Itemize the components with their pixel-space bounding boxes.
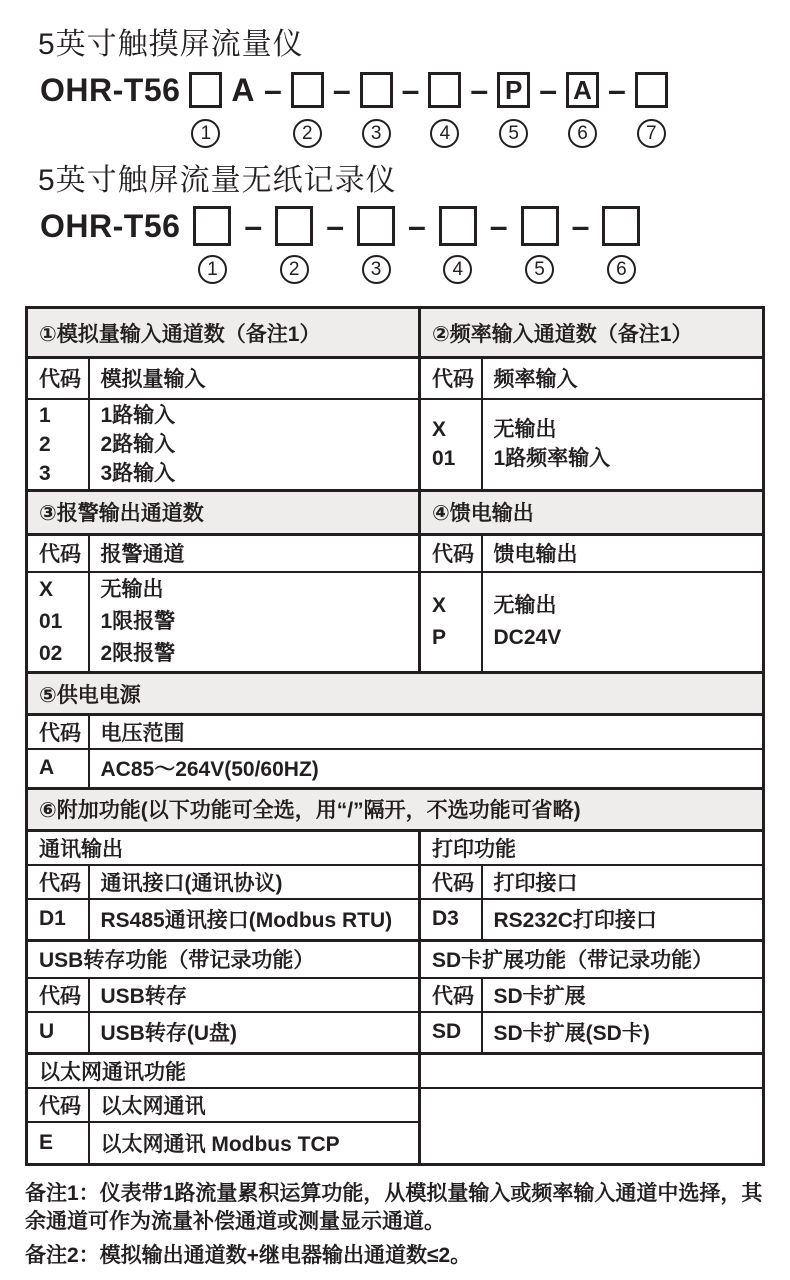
subsection-comm-header: 通讯输出 [27, 830, 420, 865]
subsection-ethernet-header: 以太网通讯功能 [27, 1054, 420, 1089]
data-row [27, 899, 764, 941]
dash-separator: – [332, 71, 351, 108]
code-label-cell: 代码 [27, 715, 89, 750]
code-box-2 [291, 72, 324, 108]
dash-separator: – [571, 207, 590, 244]
section-1-header: ①模拟量输入通道数（备注1） [27, 308, 420, 358]
section-3-header: ③报警输出通道数 [27, 490, 420, 534]
code-label-cell: 代码 [420, 358, 482, 399]
desc-label-cell: SD卡扩展 [482, 978, 764, 1012]
position-number-2 [280, 255, 309, 284]
position-number-5 [499, 119, 528, 148]
section-header-row [27, 490, 764, 534]
dash-separator: – [326, 207, 344, 244]
code-value: X [39, 578, 54, 601]
column-label-row [27, 1088, 764, 1122]
desc-value: 1限报警 [100, 610, 176, 633]
position-number-text: 1 [207, 258, 218, 280]
code-box-6 [602, 206, 640, 246]
model-segment [40, 204, 180, 248]
code-box-4 [439, 206, 477, 246]
code-value: 02 [39, 642, 63, 665]
desc-label-cell: 以太网通讯 [89, 1088, 420, 1122]
desc-value: 2路输入 [100, 432, 176, 456]
model-segment [40, 68, 180, 112]
dash-separator: – [489, 207, 508, 244]
code-box-5: P [497, 72, 530, 108]
dash-separator: – [401, 71, 420, 108]
section-5-header: ⑤供电电源 [27, 673, 764, 715]
code-value: 3 [39, 461, 51, 485]
section-header-row [27, 673, 764, 715]
desc-label-cell: 频率输入 [482, 358, 764, 399]
code-value: 01 [39, 610, 63, 633]
code-value: 1 [39, 403, 51, 427]
position-number-text: 4 [439, 122, 451, 144]
position-number-4 [430, 119, 459, 148]
note-2: 备注2：模拟输出通道数+继电器输出通道数≤2。 [25, 1243, 472, 1267]
model-segment [333, 68, 351, 112]
position-number-text: 7 [646, 122, 657, 144]
code-label-cell: 代码 [420, 865, 482, 899]
model-segment [602, 204, 640, 284]
code-cell: U [27, 1012, 89, 1054]
desc-cell: AC85～264V(50/60HZ) [89, 749, 764, 788]
model-segment [231, 68, 255, 112]
code-cell: SD [420, 1012, 482, 1054]
code-cell [420, 399, 482, 491]
model-code-recorder [40, 204, 790, 284]
code-box-6: A [566, 72, 599, 108]
model-letter: A [231, 71, 256, 108]
subsection-header-row [27, 941, 764, 978]
dash-separator: – [244, 207, 263, 244]
code-label-cell: 代码 [27, 978, 89, 1012]
subsection-header-row [27, 1054, 764, 1089]
dash-separator: – [608, 71, 626, 108]
model-segment [635, 68, 668, 148]
code-value: 01 [432, 447, 456, 470]
code-label-cell: 代码 [420, 978, 482, 1012]
code-cell [27, 399, 89, 491]
data-row [27, 399, 764, 491]
position-number-3 [362, 255, 391, 284]
dash-separator: – [264, 71, 282, 108]
code-cell: A [27, 749, 89, 788]
position-number-text: 6 [616, 258, 627, 280]
position-number-text: 3 [370, 122, 382, 144]
code-label-cell: 代码 [27, 534, 89, 572]
column-label-row [27, 715, 764, 750]
desc-cell [89, 572, 420, 673]
desc-cell [89, 399, 420, 491]
desc-cell: 以太网通讯 Modbus TCP [89, 1122, 420, 1164]
desc-value: 1路频率输入 [493, 447, 611, 470]
code-cell [420, 572, 482, 673]
desc-value: 1路输入 [100, 403, 176, 427]
position-number-text: 2 [302, 122, 313, 144]
position-number-3 [362, 119, 391, 148]
model-segment [428, 68, 461, 148]
model-segment [439, 204, 477, 284]
column-label-row [27, 865, 764, 899]
code-box-3 [357, 206, 395, 246]
position-number-text: 1 [200, 122, 212, 144]
desc-value: DC24V [493, 626, 562, 649]
position-number-text: 5 [508, 122, 519, 144]
position-number-text: 6 [577, 122, 588, 144]
code-label-cell: 代码 [27, 358, 89, 399]
position-number-6 [607, 255, 636, 284]
model-segment [357, 204, 395, 284]
model-segment [275, 204, 313, 284]
code-value: X [432, 594, 447, 617]
position-number-1 [198, 255, 227, 284]
desc-label-cell: USB转存 [89, 978, 420, 1012]
section-6-header: ⑥附加功能(以下功能可全选，用“/”隔开，不选功能可省略) [27, 788, 764, 830]
position-number-text: 3 [370, 258, 382, 280]
model-code-flow-meter [40, 68, 790, 148]
desc-cell [482, 572, 764, 673]
code-value: P [432, 626, 447, 649]
desc-label-cell: 电压范围 [89, 715, 764, 750]
section-2-header: ②频率输入通道数（备注1） [420, 308, 764, 358]
position-number-text: 4 [452, 258, 464, 280]
desc-label-cell: 模拟量输入 [89, 358, 420, 399]
desc-cell: RS232C打印接口 [482, 899, 764, 941]
column-label-row [27, 358, 764, 399]
code-cell: D3 [420, 899, 482, 941]
model-segment [566, 68, 599, 148]
section-header-row [27, 308, 764, 358]
code-label-cell: 代码 [27, 865, 89, 899]
model-segment [193, 204, 231, 284]
desc-value: 无输出 [100, 578, 164, 601]
desc-value: 3路输入 [100, 461, 176, 485]
code-box-1 [193, 206, 231, 246]
position-number-5 [525, 255, 554, 284]
desc-label-cell: 报警通道 [89, 534, 420, 572]
subsection-header-row [27, 830, 764, 865]
subsection-print-header: 打印功能 [420, 830, 764, 865]
empty-cell [420, 1054, 764, 1089]
code-box-2 [275, 206, 313, 246]
model-segment [326, 204, 344, 248]
code-box-5 [521, 206, 559, 246]
product-title-recorder: 5英寸触屏流量无纸记录仪 [38, 164, 397, 197]
model-segment [244, 204, 262, 248]
position-number-text: 2 [288, 258, 300, 280]
desc-label-cell: 馈电输出 [482, 534, 764, 572]
code-label-cell: 代码 [27, 1088, 89, 1122]
position-number-2 [293, 119, 322, 148]
desc-cell: SD卡扩展(SD卡) [482, 1012, 764, 1054]
code-box-4 [428, 72, 461, 108]
dash-separator: – [470, 71, 489, 108]
desc-value: 无输出 [493, 418, 557, 441]
data-row [27, 572, 764, 673]
subsection-sd-header: SD卡扩展功能（带记录功能） [420, 941, 764, 978]
code-value: X [432, 418, 447, 441]
model-segment [291, 68, 324, 148]
column-label-row [27, 534, 764, 572]
model-prefix: OHR-T56 [40, 207, 181, 244]
model-segment [402, 68, 420, 112]
model-segment [521, 204, 559, 284]
code-cell [27, 572, 89, 673]
subsection-usb-header: USB转存功能（带记录功能） [27, 941, 420, 978]
footnotes [25, 1180, 770, 1270]
desc-cell: USB转存(U盘) [89, 1012, 420, 1054]
code-box-1 [189, 72, 222, 108]
model-segment [360, 68, 393, 148]
model-segment [408, 204, 426, 248]
section-header-row [27, 788, 764, 830]
position-number-7 [637, 119, 666, 148]
note-1: 备注1：仪表带1路流量累积运算功能，从模拟量输入或频率输入通道中选择，其余通道可作为流量补偿通道或测量显示通道。 [25, 1181, 763, 1233]
position-number-6 [568, 119, 597, 148]
desc-cell [482, 399, 764, 491]
model-segment [539, 68, 557, 112]
desc-label-cell: 通讯接口(通讯协议) [89, 865, 420, 899]
model-segment [608, 68, 626, 112]
dash-separator: – [408, 207, 426, 244]
ordering-table [25, 306, 765, 1166]
model-segment [497, 68, 530, 148]
position-number-text: 5 [534, 258, 545, 280]
model-segment [264, 68, 282, 112]
section-4-header: ④馈电输出 [420, 490, 764, 534]
desc-value: 无输出 [493, 594, 557, 617]
code-value: 2 [39, 432, 51, 456]
code-cell: D1 [27, 899, 89, 941]
code-box-3 [360, 72, 393, 108]
model-segment [490, 204, 508, 248]
model-segment [572, 204, 590, 248]
code-box-7 [635, 72, 668, 108]
data-row [27, 1012, 764, 1054]
product-title-flow-meter: 5英寸触摸屏流量仪 [38, 28, 304, 61]
desc-label-cell: 打印接口 [482, 865, 764, 899]
column-label-row [27, 978, 764, 1012]
code-label-cell: 代码 [420, 534, 482, 572]
empty-cell [420, 1088, 764, 1164]
position-number-4 [443, 255, 472, 284]
model-segment [189, 68, 222, 148]
model-prefix: OHR-T56 [40, 71, 181, 108]
desc-cell: RS485通讯接口(Modbus RTU) [89, 899, 420, 941]
data-row [27, 749, 764, 788]
code-cell: E [27, 1122, 89, 1164]
desc-value: 2限报警 [100, 642, 176, 665]
model-segment [470, 68, 488, 112]
position-number-1 [191, 119, 220, 148]
dash-separator: – [539, 71, 557, 108]
